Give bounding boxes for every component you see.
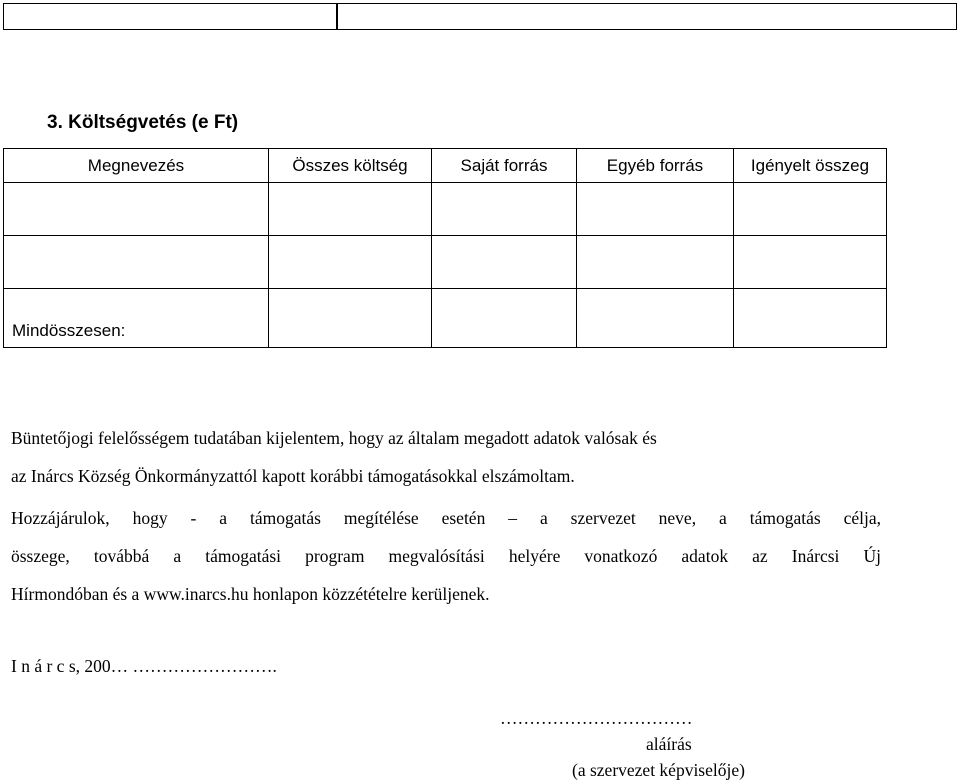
table-cell[interactable] — [734, 183, 887, 236]
table-cell[interactable] — [4, 183, 269, 236]
signature-label: aláírás — [646, 734, 692, 754]
table-cell[interactable] — [432, 183, 577, 236]
total-cell[interactable] — [269, 289, 432, 348]
table-cell[interactable] — [734, 236, 887, 289]
table-cell[interactable] — [4, 236, 269, 289]
header-osszes-koltseg: Összes költség — [269, 149, 432, 183]
section-title: 3. Költségvetés (e Ft) — [47, 112, 239, 133]
paragraph-line: Hozzájárulok, hogy - a támogatás megítélése esetén – a szervezet neve, a támogatás célja, — [11, 508, 881, 528]
total-cell[interactable] — [577, 289, 734, 348]
place-date-line: I n á r c s, 200… ……………………. — [11, 656, 277, 676]
header-igenyelt-osszeg: Igényelt összeg — [734, 149, 887, 183]
paragraph-line: Hírmondóban és a www.inarcs.hu honlapon közzétételre kerüljenek. — [11, 584, 490, 604]
table-row — [4, 183, 887, 236]
header-megnevezes: Megnevezés — [4, 149, 269, 183]
table-cell[interactable] — [577, 183, 734, 236]
total-row — [4, 289, 887, 348]
table-cell[interactable] — [577, 236, 734, 289]
table-cell[interactable] — [269, 183, 432, 236]
signature-line: …………………………… — [500, 708, 693, 728]
table-cell[interactable] — [269, 236, 432, 289]
header-sajat-forras: Saját forrás — [432, 149, 577, 183]
top-box-right — [337, 3, 957, 30]
table-row — [4, 236, 887, 289]
header-egyeb-forras: Egyéb forrás — [577, 149, 734, 183]
top-form-boxes — [3, 3, 957, 30]
paragraph-line: az Inárcs Község Önkormányzattól kapott korábbi támogatásokkal elszámoltam. — [11, 466, 575, 486]
declaration-paragraph-2 — [11, 508, 881, 622]
paragraph-line: összege, továbbá a támogatási program megvalósítási helyére vonatkozó adatok az Inárcsi Új — [11, 546, 881, 566]
budget-header-row — [4, 149, 887, 183]
paragraph-line: Büntetőjogi felelősségem tudatában kijelentem, hogy az általam megadott adatok valósak és — [11, 428, 657, 448]
table-cell[interactable] — [432, 236, 577, 289]
top-box-left — [3, 3, 337, 30]
signature-role: (a szervezet képviselője) — [572, 760, 745, 780]
total-cell[interactable] — [734, 289, 887, 348]
total-label: Mindösszesen: — [4, 289, 269, 348]
total-cell[interactable] — [432, 289, 577, 348]
budget-table — [3, 148, 887, 348]
declaration-paragraph-1 — [11, 428, 881, 504]
